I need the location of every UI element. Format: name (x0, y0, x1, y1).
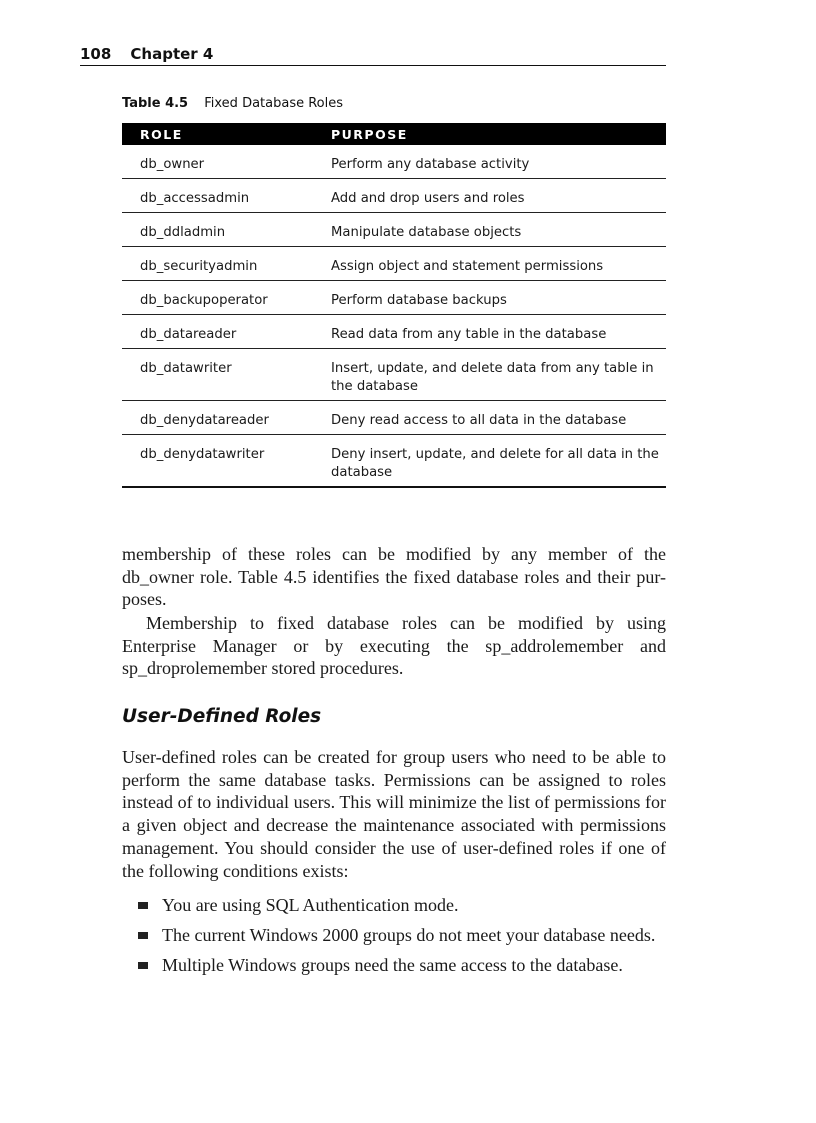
role-cell: db_backupoperator (140, 293, 268, 308)
list-item-text: Multiple Windows groups need the same access to the database. (162, 955, 623, 975)
table-row (122, 435, 666, 488)
list-item (138, 953, 678, 983)
bullet-square-icon (138, 902, 148, 909)
purpose-cell: Deny insert, update, and delete for all data in the database (331, 447, 659, 480)
purpose-cell: Perform database backups (331, 293, 507, 308)
role-cell: db_denydatawriter (140, 447, 265, 462)
purpose-cell: Read data from any table in the database (331, 327, 607, 342)
table-row (122, 179, 666, 213)
purpose-cell: Perform any database activity (331, 157, 530, 172)
paragraph-user-defined-roles: User-defined roles can be created for group users who need to be able to perform the same database tasks. Permissions can be assigned to roles instead of to individual users. This will minimize the list of permissions for a given object and decrease the maintenance associated with permissions management. You should consider the use of user-defined roles if one of the following conditions exists: (122, 747, 666, 881)
role-cell: db_datareader (140, 327, 237, 342)
running-header (80, 44, 666, 66)
section-title: User-Defined Roles (122, 706, 322, 727)
purpose-cell: Insert, update, and delete data from any table in the database (331, 361, 654, 394)
table-caption (122, 96, 343, 111)
table-row (122, 281, 666, 315)
table-row (122, 315, 666, 349)
table-title: Fixed Database Roles (204, 96, 344, 111)
purpose-cell: Add and drop users and roles (331, 191, 525, 206)
role-cell: db_datawriter (140, 361, 232, 376)
list-item-text: You are using SQL Authentication mode. (162, 895, 459, 915)
conditions-list (138, 893, 678, 983)
table-row (122, 401, 666, 435)
fixed-database-roles-table (122, 123, 666, 488)
purpose-cell: Manipulate database objects (331, 225, 522, 240)
list-item (138, 923, 678, 953)
list-item-text: The current Windows 2000 groups do not meet your database needs. (162, 925, 656, 945)
table-header-row (122, 123, 666, 145)
list-item (138, 893, 678, 923)
table-row (122, 213, 666, 247)
paragraph-roles-membership: membership of these roles can be modified by any member of the db_owner role. Table 4.5 identifies the fixed database roles and their pur-poses. (122, 544, 666, 610)
table-row (122, 247, 666, 281)
bullet-square-icon (138, 962, 148, 969)
role-cell: db_owner (140, 157, 205, 172)
role-cell: db_denydatareader (140, 413, 269, 428)
role-cell: db_accessadmin (140, 191, 250, 206)
page-number: 108 (80, 45, 112, 63)
bullet-square-icon (138, 932, 148, 939)
role-cell: db_securityadmin (140, 259, 258, 274)
table-row (122, 145, 666, 179)
purpose-cell: Deny read access to all data in the database (331, 413, 627, 428)
column-header-purpose: PURPOSE (331, 123, 666, 145)
table-label: Table 4.5 (122, 96, 189, 111)
role-cell: db_ddladmin (140, 225, 226, 240)
paragraph-membership-procedures: Membership to fixed database roles can be modified by using Enterprise Manager or by executing the sp_addrolemember and sp_droprolemember stored procedures. (122, 613, 666, 679)
table-row (122, 349, 666, 401)
column-header-role: ROLE (122, 123, 331, 145)
purpose-cell: Assign object and statement permissions (331, 259, 604, 274)
chapter-label: Chapter 4 (130, 45, 214, 63)
